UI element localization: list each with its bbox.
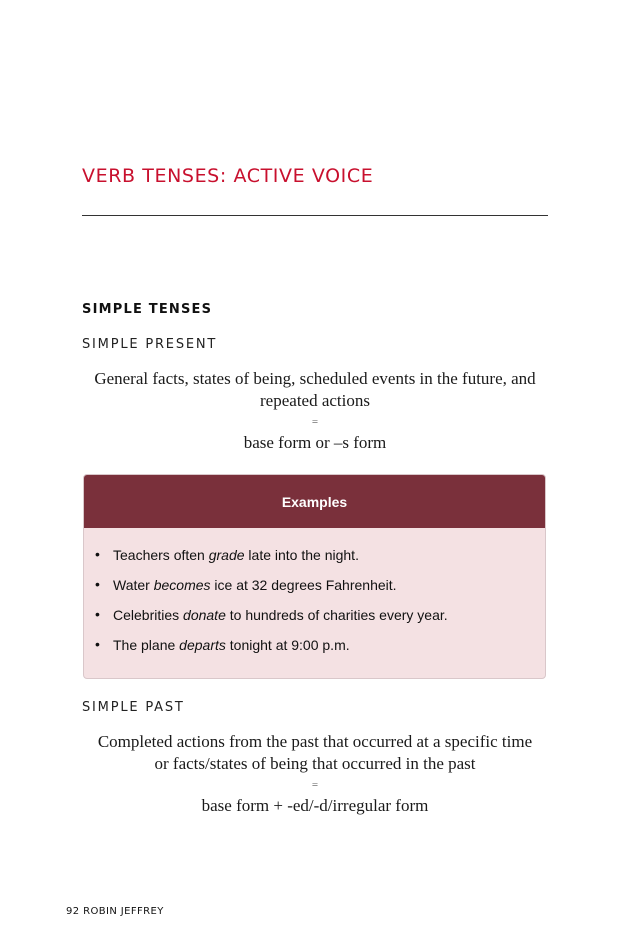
list-item <box>95 606 448 623</box>
equals-sign: = <box>311 779 319 791</box>
example-text: ice at 32 degrees Fahrenheit. <box>210 577 397 593</box>
list-item <box>95 576 397 593</box>
verb-form: base form or –s form <box>243 433 387 452</box>
example-text: The plane <box>113 637 180 653</box>
chapter-title: VERB TENSES: ACTIVE VOICE <box>82 165 374 187</box>
bullet-icon: • <box>95 636 100 652</box>
example-text: Celebrities <box>113 607 184 623</box>
example-verb: becomes <box>153 577 211 593</box>
subheading-simple-present: SIMPLE PRESENT <box>82 337 218 352</box>
example-verb: grade <box>208 547 245 563</box>
simple-past-definition <box>82 731 548 817</box>
list-item <box>95 636 350 653</box>
example-text: Teachers often <box>113 547 209 563</box>
verb-form: base form + -ed/-d/irregular form <box>201 796 429 815</box>
section-heading-simple-tenses: SIMPLE TENSES <box>82 302 213 317</box>
bullet-icon: • <box>95 606 100 622</box>
page-footer: 92 ROBIN JEFFREY <box>66 906 164 917</box>
example-text: Water <box>113 577 154 593</box>
example-text: to hundreds of charities every year. <box>225 607 448 623</box>
bullet-icon: • <box>95 576 100 592</box>
definition-line: repeated actions <box>260 391 370 410</box>
definition-line: General facts, states of being, scheduled events in the future, and <box>94 369 536 388</box>
example-verb: departs <box>179 637 226 653</box>
list-item <box>95 546 359 563</box>
examples-header: Examples <box>84 475 545 528</box>
examples-box <box>83 474 546 679</box>
definition-line: or facts/states of being that occurred in the past <box>154 754 476 773</box>
definition-line: Completed actions from the past that occurred at a specific time <box>97 732 533 751</box>
equals-sign: = <box>311 416 319 428</box>
example-text: late into the night. <box>244 547 359 563</box>
simple-present-definition <box>82 368 548 454</box>
bullet-icon: • <box>95 546 100 562</box>
example-verb: donate <box>183 607 226 623</box>
subheading-simple-past: SIMPLE PAST <box>82 700 185 715</box>
title-divider <box>82 215 548 216</box>
example-text: tonight at 9:00 p.m. <box>225 637 350 653</box>
